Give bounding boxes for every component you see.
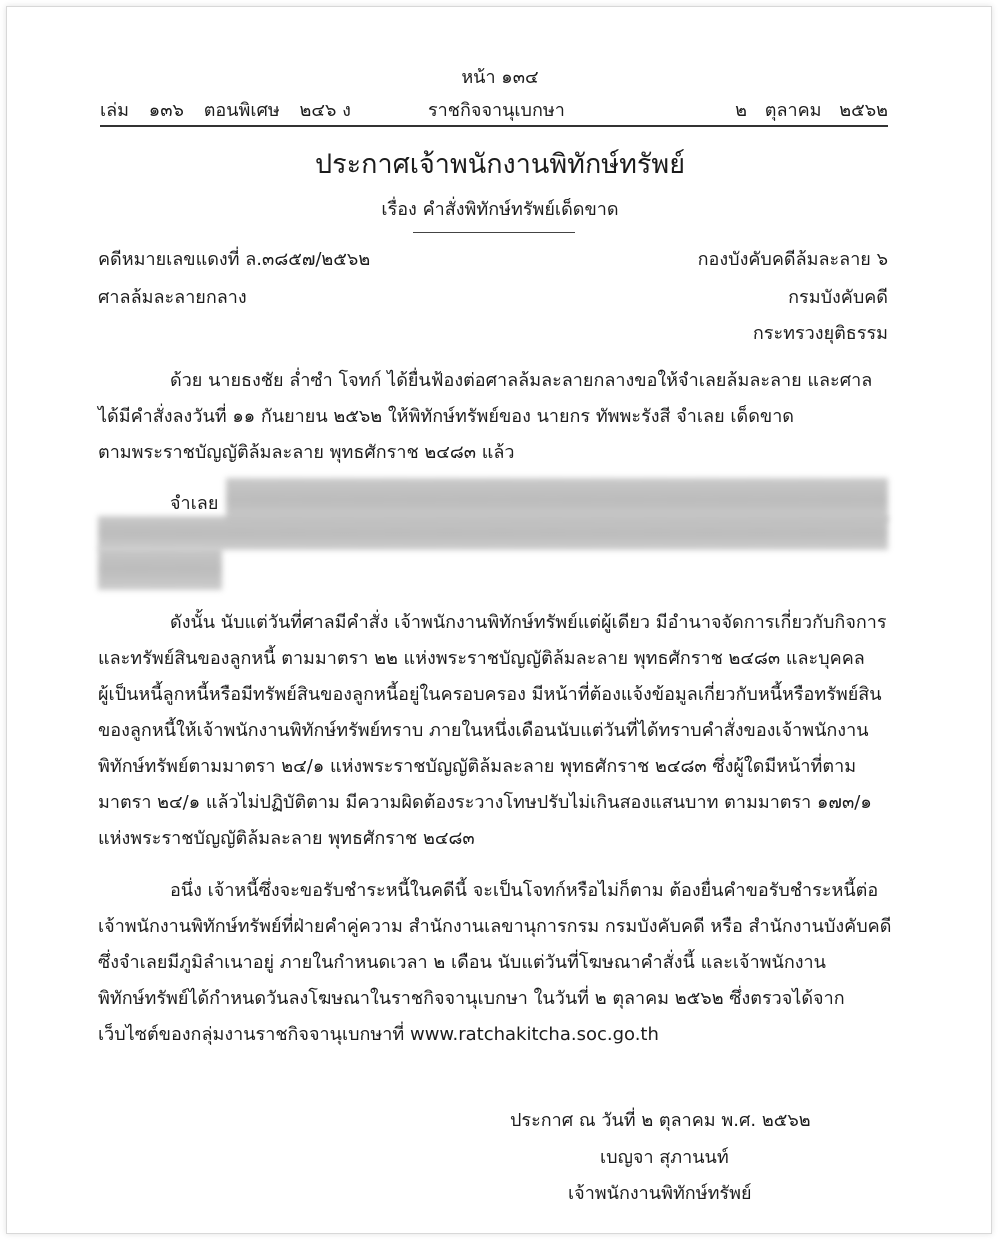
publication-name: ราชกิจจานุเบกษา (428, 100, 565, 121)
paragraph-line: เจ้าพนักงานพิทักษ์ทรัพย์ที่ฝ่ายคำคู่ความ สำนักงานเลขานุการกรม กรมบังคับคดี หรือ สำนักงานบังคับคดี (98, 916, 892, 937)
issue-number: ๒๔๖ ง (299, 100, 351, 121)
ministry-name: กระทรวงยุติธรรม (752, 323, 888, 344)
date-year: ๒๕๖๒ (839, 100, 888, 121)
court-name: ศาลล้มละลายกลาง (98, 287, 247, 308)
document-subject: เรื่อง คำสั่งพิทักษ์ทรัพย์เด็ดขาด (381, 199, 619, 220)
publication-date (723, 95, 888, 124)
announcement-date: ประกาศ ณ วันที่ ๒ ตุลาคม พ.ศ. ๒๕๖๒ (510, 1110, 811, 1131)
paragraph-line: และทรัพย์สินของลูกหนี้ ตามมาตรา ๒๒ แห่งพระราชบัญญัติล้มละลาย พุทธศักราช ๒๔๘๓ และบุคคล (98, 648, 865, 669)
paragraph-effects (98, 605, 888, 857)
volume-label: เล่ม (100, 100, 130, 121)
header-divider (100, 125, 888, 127)
paragraph-line: ด้วย นายธงชัย ล่ำซำ โจทก์ ได้ยื่นฟ้องต่อศาลล้มละลายกลางขอให้จำเลยล้มละลาย และศาล (170, 370, 873, 391)
volume-number: ๑๓๖ (148, 100, 184, 121)
paragraph-intro (98, 363, 888, 471)
paragraph-line: ซึ่งจำเลยมีภูมิลำเนาอยู่ ภายในกำหนดเวลา ๒ เดือน นับแต่วันที่โฆษณาคำสั่งนี้ และเจ้าพนักงาน (98, 952, 826, 973)
paragraph-line: เว็บไซต์ของกลุ่มงานราชกิจจานุเบกษาที่ www.ratchakitcha.soc.go.th (98, 1024, 659, 1045)
date-month: ตุลาคม (764, 100, 822, 121)
paragraph-line: อนึ่ง เจ้าหนี้ซึ่งจะขอรับชำระหนี้ในคดีนี้ จะเป็นโจทก์หรือไม่ก็ตาม ต้องยื่นคำขอรับชำระหนี้ต่อ (170, 880, 879, 901)
paragraph-line: ผู้เป็นหนี้ลูกหนี้หรือมีทรัพย์สินของลูกหนี้อยู่ในครอบครอง มีหน้าที่ต้องแจ้งข้อมูลเกี่ยวกับหนี้หรือทรัพย์สิน (98, 684, 882, 705)
office-name: กองบังคับคดีล้มละลาย ๖ (697, 249, 888, 270)
paragraph-line: ได้มีคำสั่งลงวันที่ ๑๑ กันยายน ๒๕๖๒ ให้พิทักษ์ทรัพย์ของ นายกร ทัพพะรังสี จำเลย เด็ดขาด (98, 406, 794, 427)
gazette-volume-info (100, 95, 365, 124)
department-name: กรมบังคับคดี (788, 287, 888, 308)
document-title: ประกาศเจ้าพนักงานพิทักษ์ทรัพย์ (314, 149, 686, 180)
signatory-name: เบญจา สุภานนท์ (600, 1147, 729, 1168)
issue-label: ตอนพิเศษ (203, 100, 280, 121)
defendant-label: จำเลย (170, 493, 219, 514)
red-case-number: คดีหมายเลขแดงที่ ล.๓๘๕๗/๒๕๖๒ (98, 249, 371, 270)
redacted-defendant-details (98, 516, 888, 550)
paragraph-line: พิทักษ์ทรัพย์ตามมาตรา ๒๔/๑ แห่งพระราชบัญญัติล้มละลาย พุทธศักราช ๒๔๘๓ ซึ่งผู้ใดมีหน้าที่ตาม (98, 756, 857, 777)
paragraph-line: ตามพระราชบัญญัติล้มละลาย พุทธศักราช ๒๔๘๓ แล้ว (98, 442, 515, 463)
title-divider (413, 232, 575, 233)
paragraph-line: แห่งพระราชบัญญัติล้มละลาย พุทธศักราช ๒๔๘๓ (98, 828, 475, 849)
date-day: ๒ (735, 100, 748, 121)
redacted-defendant-details (98, 548, 222, 590)
paragraph-line: มาตรา ๒๔/๑ แล้วไม่ปฏิบัติตาม มีความผิดต้องระวางโทษปรับไม่เกินสองแสนบาท ตามมาตรา ๑๗๓/๑ (98, 792, 872, 813)
paragraph-creditors (98, 873, 892, 1053)
page-number: หน้า ๑๓๔ (461, 67, 539, 88)
paragraph-line: ของลูกหนี้ให้เจ้าพนักงานพิทักษ์ทรัพย์ทราบ ภายในหนึ่งเดือนนับแต่วันที่ได้ทราบคำสั่งของเจ้าพนักงาน (98, 720, 869, 741)
paragraph-line: พิทักษ์ทรัพย์ได้กำหนดวันลงโฆษณาในราชกิจจานุเบกษา ในวันที่ ๒ ตุลาคม ๒๕๖๒ ซึ่งตรวจได้จาก (98, 988, 845, 1009)
signatory-position: เจ้าพนักงานพิทักษ์ทรัพย์ (568, 1183, 752, 1204)
paragraph-line: ดังนั้น นับแต่วันที่ศาลมีคำสั่ง เจ้าพนักงานพิทักษ์ทรัพย์แต่ผู้เดียว มีอำนาจจัดการเกี่ยวกับกิจการ (170, 612, 887, 633)
